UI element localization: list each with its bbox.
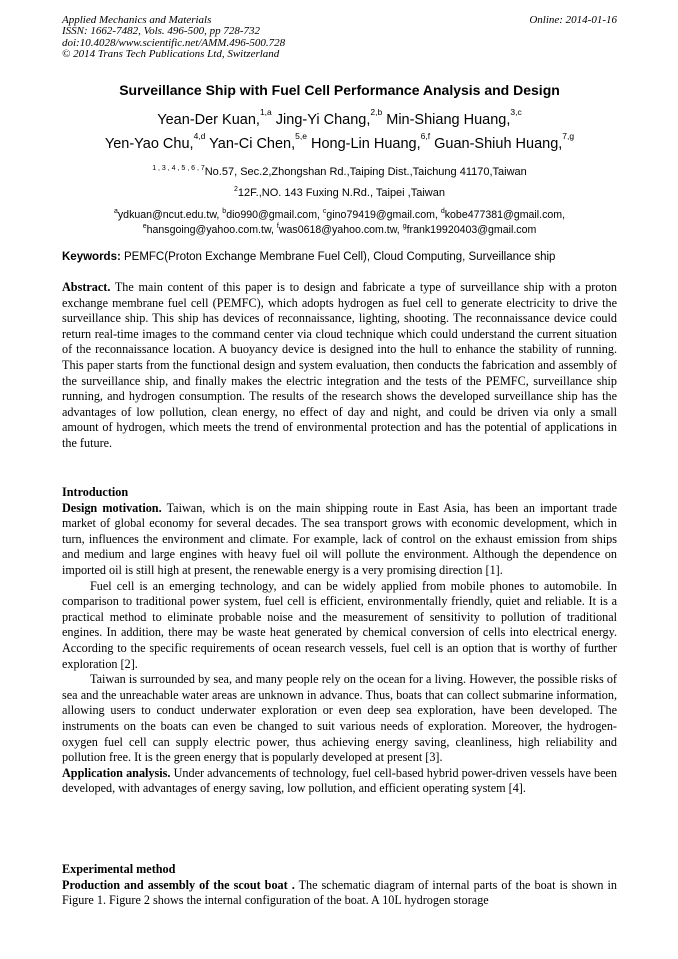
keywords-label: Keywords: bbox=[62, 251, 121, 263]
abstract-text: The main content of this paper is to design and fabricate a type of surveillance ship with a proton exchange membrane fuel cell (PEMFC), which adopts hydrogen as fuel cell to generate electricity to drive the surveillance ship. This ship has devices of reconnaissance, lighting, shooting. The reconnaissance device could return real-time images to the command center via cloud technique which could understand the current situation of the reconnaissance location. A buoyancy device is designed into the hull to enhance the stability of running. This paper starts from the functional design and system evaluation, then conducts the fabrication and assembly of the surveillance ship, and finally makes the electric integration and the tests of the PEMFC, surveillance ship running, and hydrogen consumption. The results of the research shows the developed surveillance ship has the advantages of low pollution, clean energy, no effect of day and night, and could be driven via only a small amount of hydrogen, which meets the trend of environmental protection and has the potential of applications in the future. bbox=[62, 280, 617, 450]
affiliation-text: 12F.,NO. 143 Fuxing N.Rd., Taipei ,Taiwan bbox=[237, 187, 445, 199]
email-list bbox=[62, 208, 617, 237]
application-analysis-label: Application analysis. bbox=[62, 765, 171, 780]
abstract-paragraph bbox=[62, 280, 617, 452]
author-list bbox=[62, 108, 617, 156]
author-superscript: 1,a bbox=[259, 107, 272, 117]
email-link[interactable]: hansgoing@yahoo.com.tw, bbox=[146, 223, 277, 236]
abstract-label: Abstract. bbox=[62, 280, 111, 294]
author-superscript: 7,g bbox=[562, 131, 575, 141]
design-motivation-label: Design motivation. bbox=[62, 500, 162, 515]
email-superscript: d bbox=[440, 208, 445, 215]
fuel-cell-paragraph: Fuel cell is an emerging technology, and can be widely applied from mobile phones to automobile. In comparison to traditional power system, fuel cell is efficient, environmentally friendly, quiet and reliable. It is a practical method to eliminate probable noise and the measurement of sensitivity to pollution of traditional engines. In addition, there may be waste heat generated by chemical conversion of cells into electrical energy. According to the specific requirements of ocean research vessels, fuel cell is an option that is worthy of further exploration [2]. bbox=[62, 578, 617, 671]
email-link[interactable]: frank19920403@gmail.com bbox=[406, 223, 537, 236]
online-date: Online: 2014-01-16 bbox=[529, 14, 617, 26]
journal-copyright: © 2014 Trans Tech Publications Ltd, Switzerland bbox=[62, 47, 280, 60]
author-superscript: 5,e bbox=[295, 131, 307, 141]
email-link[interactable]: ydkuan@ncut.edu.tw, bbox=[117, 209, 223, 221]
email-link[interactable]: dio990@gmail.com, bbox=[226, 209, 323, 221]
email-superscript: e bbox=[142, 222, 147, 230]
production-label: Production and assembly of the scout boat . bbox=[62, 877, 295, 892]
design-motivation-text: Taiwan, which is on the main shipping route in East Asia, has been an important trade market of global economy for several decades. The sea transport grows with economic development, which in turn, influences the environment and climate. For example, lack of control on the exhaust emission from ships and medium and large engines with heavy fuel oil will pollute the environment. Although the dependence on imported oil is still high at present, the renewable energy is a very promising direction [1]. bbox=[62, 500, 617, 577]
experimental-heading: Experimental method bbox=[62, 862, 176, 876]
author-row bbox=[62, 108, 617, 132]
email-superscript: g bbox=[402, 222, 407, 230]
author-name: Yan-Ci Chen, bbox=[209, 136, 296, 152]
email-superscript: f bbox=[276, 222, 279, 230]
affiliation-text: No.57, Sec.2,Zhongshan Rd.,Taiping Dist.,Taichung 41170,Taiwan bbox=[204, 166, 527, 178]
affiliation-1 bbox=[62, 166, 617, 178]
design-motivation-paragraph bbox=[62, 501, 617, 579]
journal-name: Applied Mechanics and Materials bbox=[62, 14, 212, 26]
application-analysis-paragraph bbox=[62, 766, 617, 797]
affiliation-superscript: 2 bbox=[234, 186, 238, 193]
author-name: Yen-Yao Chu, bbox=[104, 136, 194, 152]
keywords-text: PEMFC(Proton Exchange Membrane Fuel Cell), Cloud Computing, Surveillance ship bbox=[120, 251, 556, 263]
author-name: Jing-Yi Chang, bbox=[275, 112, 371, 128]
email-superscript: c bbox=[322, 208, 327, 215]
application-analysis-text: Under advancements of technology, fuel cell-based hybrid power-driven vessels have been developed, with advantages of energy saving, low pollution, and efficient operating system [4]. bbox=[62, 765, 617, 796]
taiwan-paragraph: Taiwan is surrounded by sea, and many people rely on the ocean for a living. However, the possible risks of sea and the unreachable water areas are unknown in advance. Thus, boats that can collect submarine information, allowing users to conduct underwater exploration or even deep sea exploration, have been developed. The instruments on the boats can even be changed to suit various needs of exploration. Moreover, the hydrogen-oxygen fuel cell can supply electric power, thus achieving energy saving, cleanliness, high reliability and pollution free. It is the green energy that is popularly developed at present [3]. bbox=[62, 672, 617, 765]
author-name: Yean-Der Kuan, bbox=[157, 112, 260, 128]
affiliation-2 bbox=[62, 187, 617, 199]
author-superscript: 4,d bbox=[193, 131, 206, 141]
author-row bbox=[62, 132, 617, 156]
production-paragraph bbox=[62, 878, 617, 909]
email-row bbox=[62, 208, 617, 223]
email-row bbox=[62, 223, 617, 238]
journal-header bbox=[62, 15, 617, 60]
author-name: Min-Shiang Huang, bbox=[386, 112, 511, 128]
production-text: The schematic diagram of internal parts of the boat is shown in Figure 1. Figure 2 shows the internal configuration of the boat. A 10L hydrogen storage bbox=[62, 877, 617, 908]
email-link[interactable]: gino79419@gmail.com, bbox=[326, 209, 441, 221]
email-link[interactable]: was0618@yahoo.com.tw, bbox=[278, 223, 403, 236]
email-superscript: b bbox=[222, 208, 227, 215]
introduction-section bbox=[62, 485, 617, 797]
keywords bbox=[62, 251, 617, 263]
abstract bbox=[62, 280, 617, 452]
author-name: Guan-Shiuh Huang, bbox=[434, 136, 563, 152]
paper-title: Surveillance Ship with Fuel Cell Performance Analysis and Design bbox=[119, 82, 560, 98]
email-link[interactable]: kobe477381@gmail.com, bbox=[444, 209, 566, 221]
author-superscript: 6,f bbox=[420, 131, 431, 141]
affiliation-superscript: 1 , 3 , 4 , 5 , 6 , 7 bbox=[152, 165, 205, 172]
author-superscript: 3,c bbox=[510, 107, 522, 117]
experimental-section bbox=[62, 862, 617, 909]
journal-doi: doi:10.4028/www.scientific.net/AMM.496-500.728 bbox=[62, 36, 286, 49]
author-superscript: 2,b bbox=[370, 107, 383, 117]
author-name: Hong-Lin Huang, bbox=[311, 136, 421, 152]
email-superscript: a bbox=[113, 208, 118, 215]
introduction-heading: Introduction bbox=[62, 485, 129, 499]
journal-issn: ISSN: 1662-7482, Vols. 496-500, pp 728-732 bbox=[62, 25, 260, 38]
